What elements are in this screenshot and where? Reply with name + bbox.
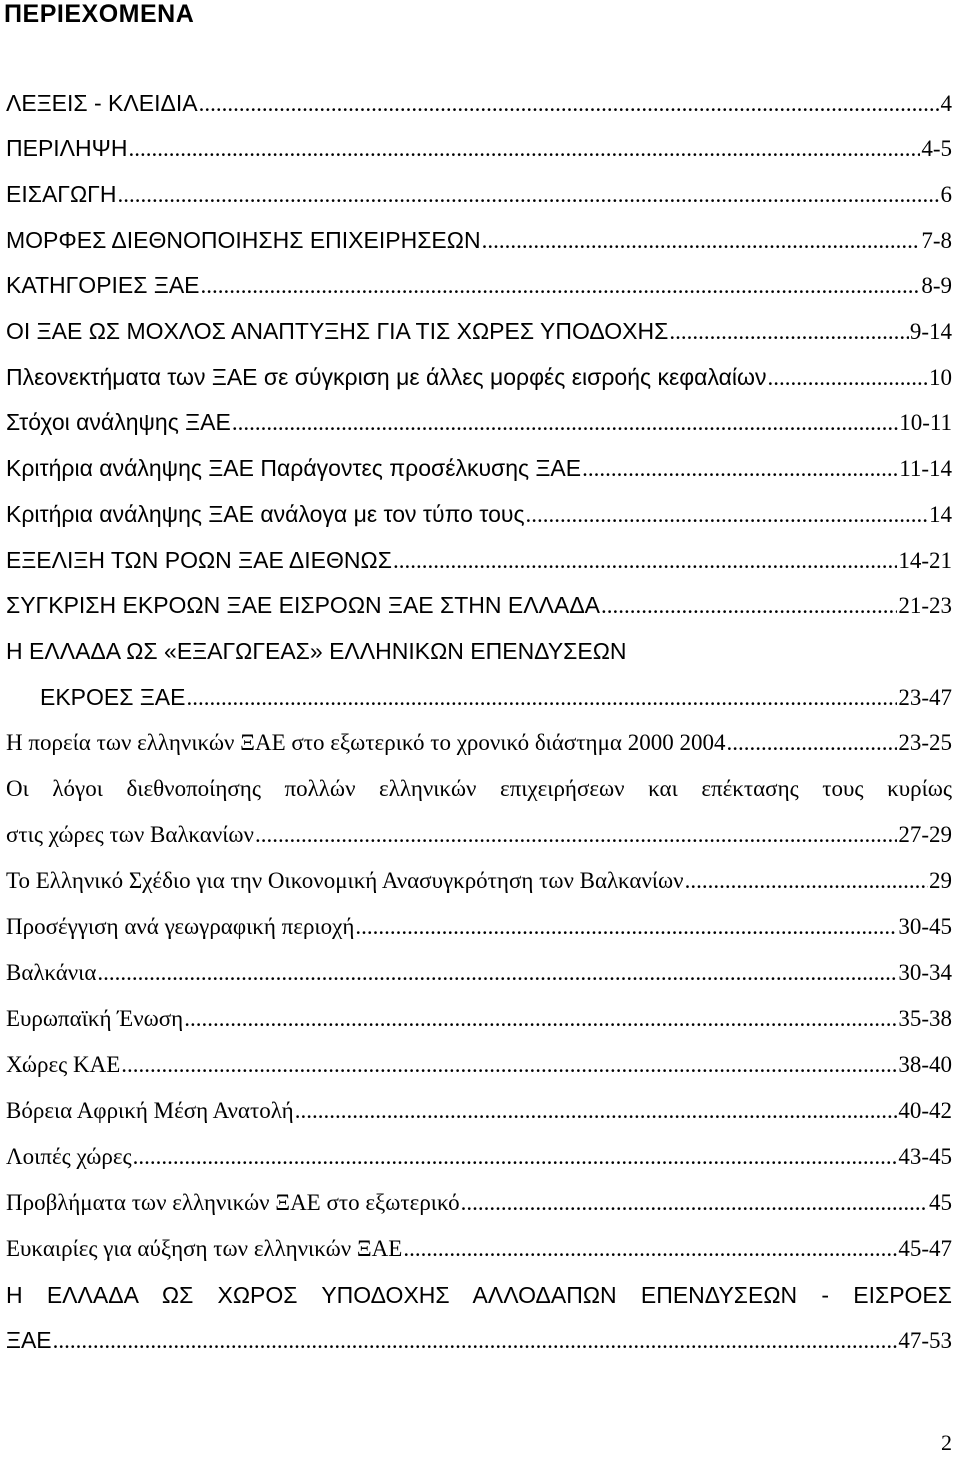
toc-entry-page: 43-45 (898, 1144, 952, 1169)
toc-text-line: Η ΕΛΛΑΔΑ ΩΣ ΧΩΡΟΣ ΥΠΟΔΟΧΗΣ ΑΛΛΟΔΑΠΩΝ ΕΠΕΝΔΥΣΕΩΝ - ΕΙΣΡΟΕΣ (6, 1282, 952, 1308)
toc-leader (526, 500, 928, 530)
toc-entry-label: ΜΟΡΦΕΣ ΔΙΕΘΝΟΠΟΙΗΣΗΣ ΕΠΙΧΕΙΡΗΣΕΩΝ (6, 227, 481, 253)
toc-entry-label: Βαλκάνια (6, 960, 97, 985)
toc-leader (128, 134, 920, 164)
toc-entry (6, 728, 952, 758)
toc-leader (201, 271, 921, 301)
toc-leader (295, 1096, 898, 1126)
toc-entry-label: Ευκαιρίες για αύξηση των ελληνικών ΞΑΕ (6, 1236, 403, 1261)
toc-entry-label: Κριτήρια ανάληψης ΞΑΕ ανάλογα με τον τύπο τους (6, 501, 525, 527)
toc-entry-page: 10-11 (899, 410, 952, 435)
toc-entry-page: 8-9 (921, 273, 952, 298)
toc-entry (6, 316, 952, 347)
toc-leader (187, 683, 898, 713)
toc-text-line: Οι λόγοι διεθνοποίησης πολλών ελληνικών επιχειρήσεων και επέκτασης τους κυρίως (6, 776, 952, 801)
toc-entry-label: Κριτήρια ανάληψης ΞΑΕ Παράγοντες προσέλκυσης ΞΑΕ (6, 455, 582, 481)
toc-leader (393, 546, 897, 576)
toc-entry-label: ΕΙΣΑΓΩΓΗ (6, 181, 117, 207)
toc-entry (6, 225, 952, 256)
toc-leader (199, 89, 940, 119)
toc-entry-label: Η πορεία των ελληνικών ΞΑΕ στο εξωτερικό το χρονικό διάστημα 2000 2004 (6, 730, 726, 755)
toc-entry (6, 820, 952, 850)
toc-entry-label: Ευρωπαϊκή Ένωση (6, 1006, 184, 1031)
toc-entry (6, 133, 952, 164)
toc-leader (482, 226, 921, 256)
toc-entry-label: Πλεονεκτήματα των ΞΑΕ σε σύγκριση με άλλες μορφές εισροής κεφαλαίων (6, 364, 767, 390)
toc-entry (6, 958, 952, 988)
toc-leader (582, 454, 898, 484)
toc-entry (6, 1234, 952, 1264)
toc-entry-page: 45-47 (898, 1236, 952, 1261)
toc-leader (685, 866, 928, 896)
toc-leader (255, 820, 897, 850)
toc-entry (6, 179, 952, 210)
toc-leader (726, 728, 897, 758)
toc-entry (6, 1325, 952, 1356)
toc-leader (97, 958, 897, 988)
toc-entry-page: 47-53 (898, 1328, 952, 1353)
toc-leader (121, 1050, 897, 1080)
toc-entry-label: ΞΑΕ (6, 1327, 52, 1353)
toc-leader (669, 317, 909, 347)
toc-entry-label: ΟΙ ΞΑΕ ΩΣ ΜΟΧΛΟΣ ΑΝΑΠΤΥΞΗΣ ΓΙΑ ΤΙΣ ΧΩΡΕΣ ΥΠΟΔΟΧΗΣ (6, 318, 669, 344)
toc-entry-page: 14 (929, 502, 952, 527)
toc-entry (6, 545, 952, 576)
toc-entry-page: 40-42 (898, 1098, 952, 1123)
toc-entry (6, 453, 952, 484)
toc-entry-label: στις χώρες των Βαλκανίων (6, 822, 254, 847)
toc-entry (6, 1142, 952, 1172)
toc-entry-page: 45 (929, 1190, 952, 1215)
toc-entry-label: ΕΚΡΟΕΣ ΞΑΕ (40, 684, 186, 710)
toc-entry-page: 38-40 (898, 1052, 952, 1077)
toc-entry-page: 27-29 (898, 822, 952, 847)
toc-entry (40, 682, 952, 713)
toc-entry (6, 88, 952, 119)
toc-entry-label: ΚΑΤΗΓΟΡΙΕΣ ΞΑΕ (6, 272, 200, 298)
toc-entry-page: 35-38 (898, 1006, 952, 1031)
toc-entry (6, 362, 952, 393)
toc-entry-label: Το Ελληνικό Σχέδιο για την Οικονομική Ανασυγκρότηση των Βαλκανίων (6, 868, 684, 893)
toc-entry-label: Προσέγγιση ανά γεωγραφική περιοχή (6, 914, 355, 939)
toc-entry-page: 30-45 (898, 914, 952, 939)
toc-leader (53, 1326, 898, 1356)
toc-leader (461, 1188, 928, 1218)
toc-leader (767, 363, 928, 393)
toc-entry-label: ΛΕΞΕΙΣ - ΚΛΕΙΔΙΑ (6, 90, 198, 116)
toc-entry-label: Βόρεια Αφρική Μέση Ανατολή (6, 1098, 294, 1123)
toc-entry-label: Προβλήματα των ελληνικών ΞΑΕ στο εξωτερικό (6, 1190, 460, 1215)
toc-entry (6, 1188, 952, 1218)
toc-entry (6, 590, 952, 621)
toc-entry-label: Στόχοι ανάληψης ΞΑΕ (6, 409, 231, 435)
toc-entry-page: 4 (940, 91, 952, 116)
toc-leader (601, 591, 897, 621)
toc-entry-page: 21-23 (898, 593, 952, 618)
toc-entry-page: 10 (929, 365, 952, 390)
toc-leader (184, 1004, 897, 1034)
toc-entry-page: 23-47 (898, 685, 952, 710)
toc-entry-label: Χώρες ΚΑΕ (6, 1052, 121, 1077)
toc-entry-label: ΠΕΡΙΛΗΨΗ (6, 135, 128, 161)
toc-entry-label: Λοιπές χώρες (6, 1144, 132, 1169)
toc-entry-page: 6 (940, 182, 952, 207)
toc-entry (6, 1050, 952, 1080)
toc-entry (6, 866, 952, 896)
page-number: 2 (941, 1430, 952, 1455)
toc-entry-page: 23-25 (898, 730, 952, 755)
toc-entry-page: 14-21 (898, 548, 952, 573)
toc-leader (232, 408, 898, 438)
toc-leader (133, 1142, 898, 1172)
toc-entry (6, 1096, 952, 1126)
toc-leader (355, 912, 897, 942)
toc-leader (117, 180, 939, 210)
toc-heading: Η ΕΛΛΑΔΑ ΩΣ «ΕΞΑΓΩΓΕΑΣ» ΕΛΛΗΝΙΚΩΝ ΕΠΕΝΔΥΣΕΩΝ (6, 638, 627, 664)
toc-entry-page: 11-14 (899, 456, 952, 481)
toc-entry-page: 29 (929, 868, 952, 893)
toc-entry-label: ΣΥΓΚΡΙΣΗ ΕΚΡΟΩΝ ΞΑΕ ΕΙΣΡΟΩΝ ΞΑΕ ΣΤΗΝ ΕΛΛΑΔΑ (6, 592, 601, 618)
toc-entry-page: 9-14 (909, 319, 952, 344)
toc-entry-page: 4-5 (921, 136, 952, 161)
toc-entry (6, 270, 952, 301)
toc-entry (6, 407, 952, 438)
toc-entry-page: 30-34 (898, 960, 952, 985)
toc-entry (6, 499, 952, 530)
toc-entry (6, 1004, 952, 1034)
toc-title: ΠΕΡΙΕΧΟΜΕΝΑ (4, 0, 195, 28)
toc-leader (403, 1234, 897, 1264)
toc-entry-page: 7-8 (921, 228, 952, 253)
toc-entry-label: ΕΞΕΛΙΞΗ ΤΩΝ ΡΟΩΝ ΞΑΕ ΔΙΕΘΝΩΣ (6, 547, 392, 573)
toc-entry (6, 912, 952, 942)
